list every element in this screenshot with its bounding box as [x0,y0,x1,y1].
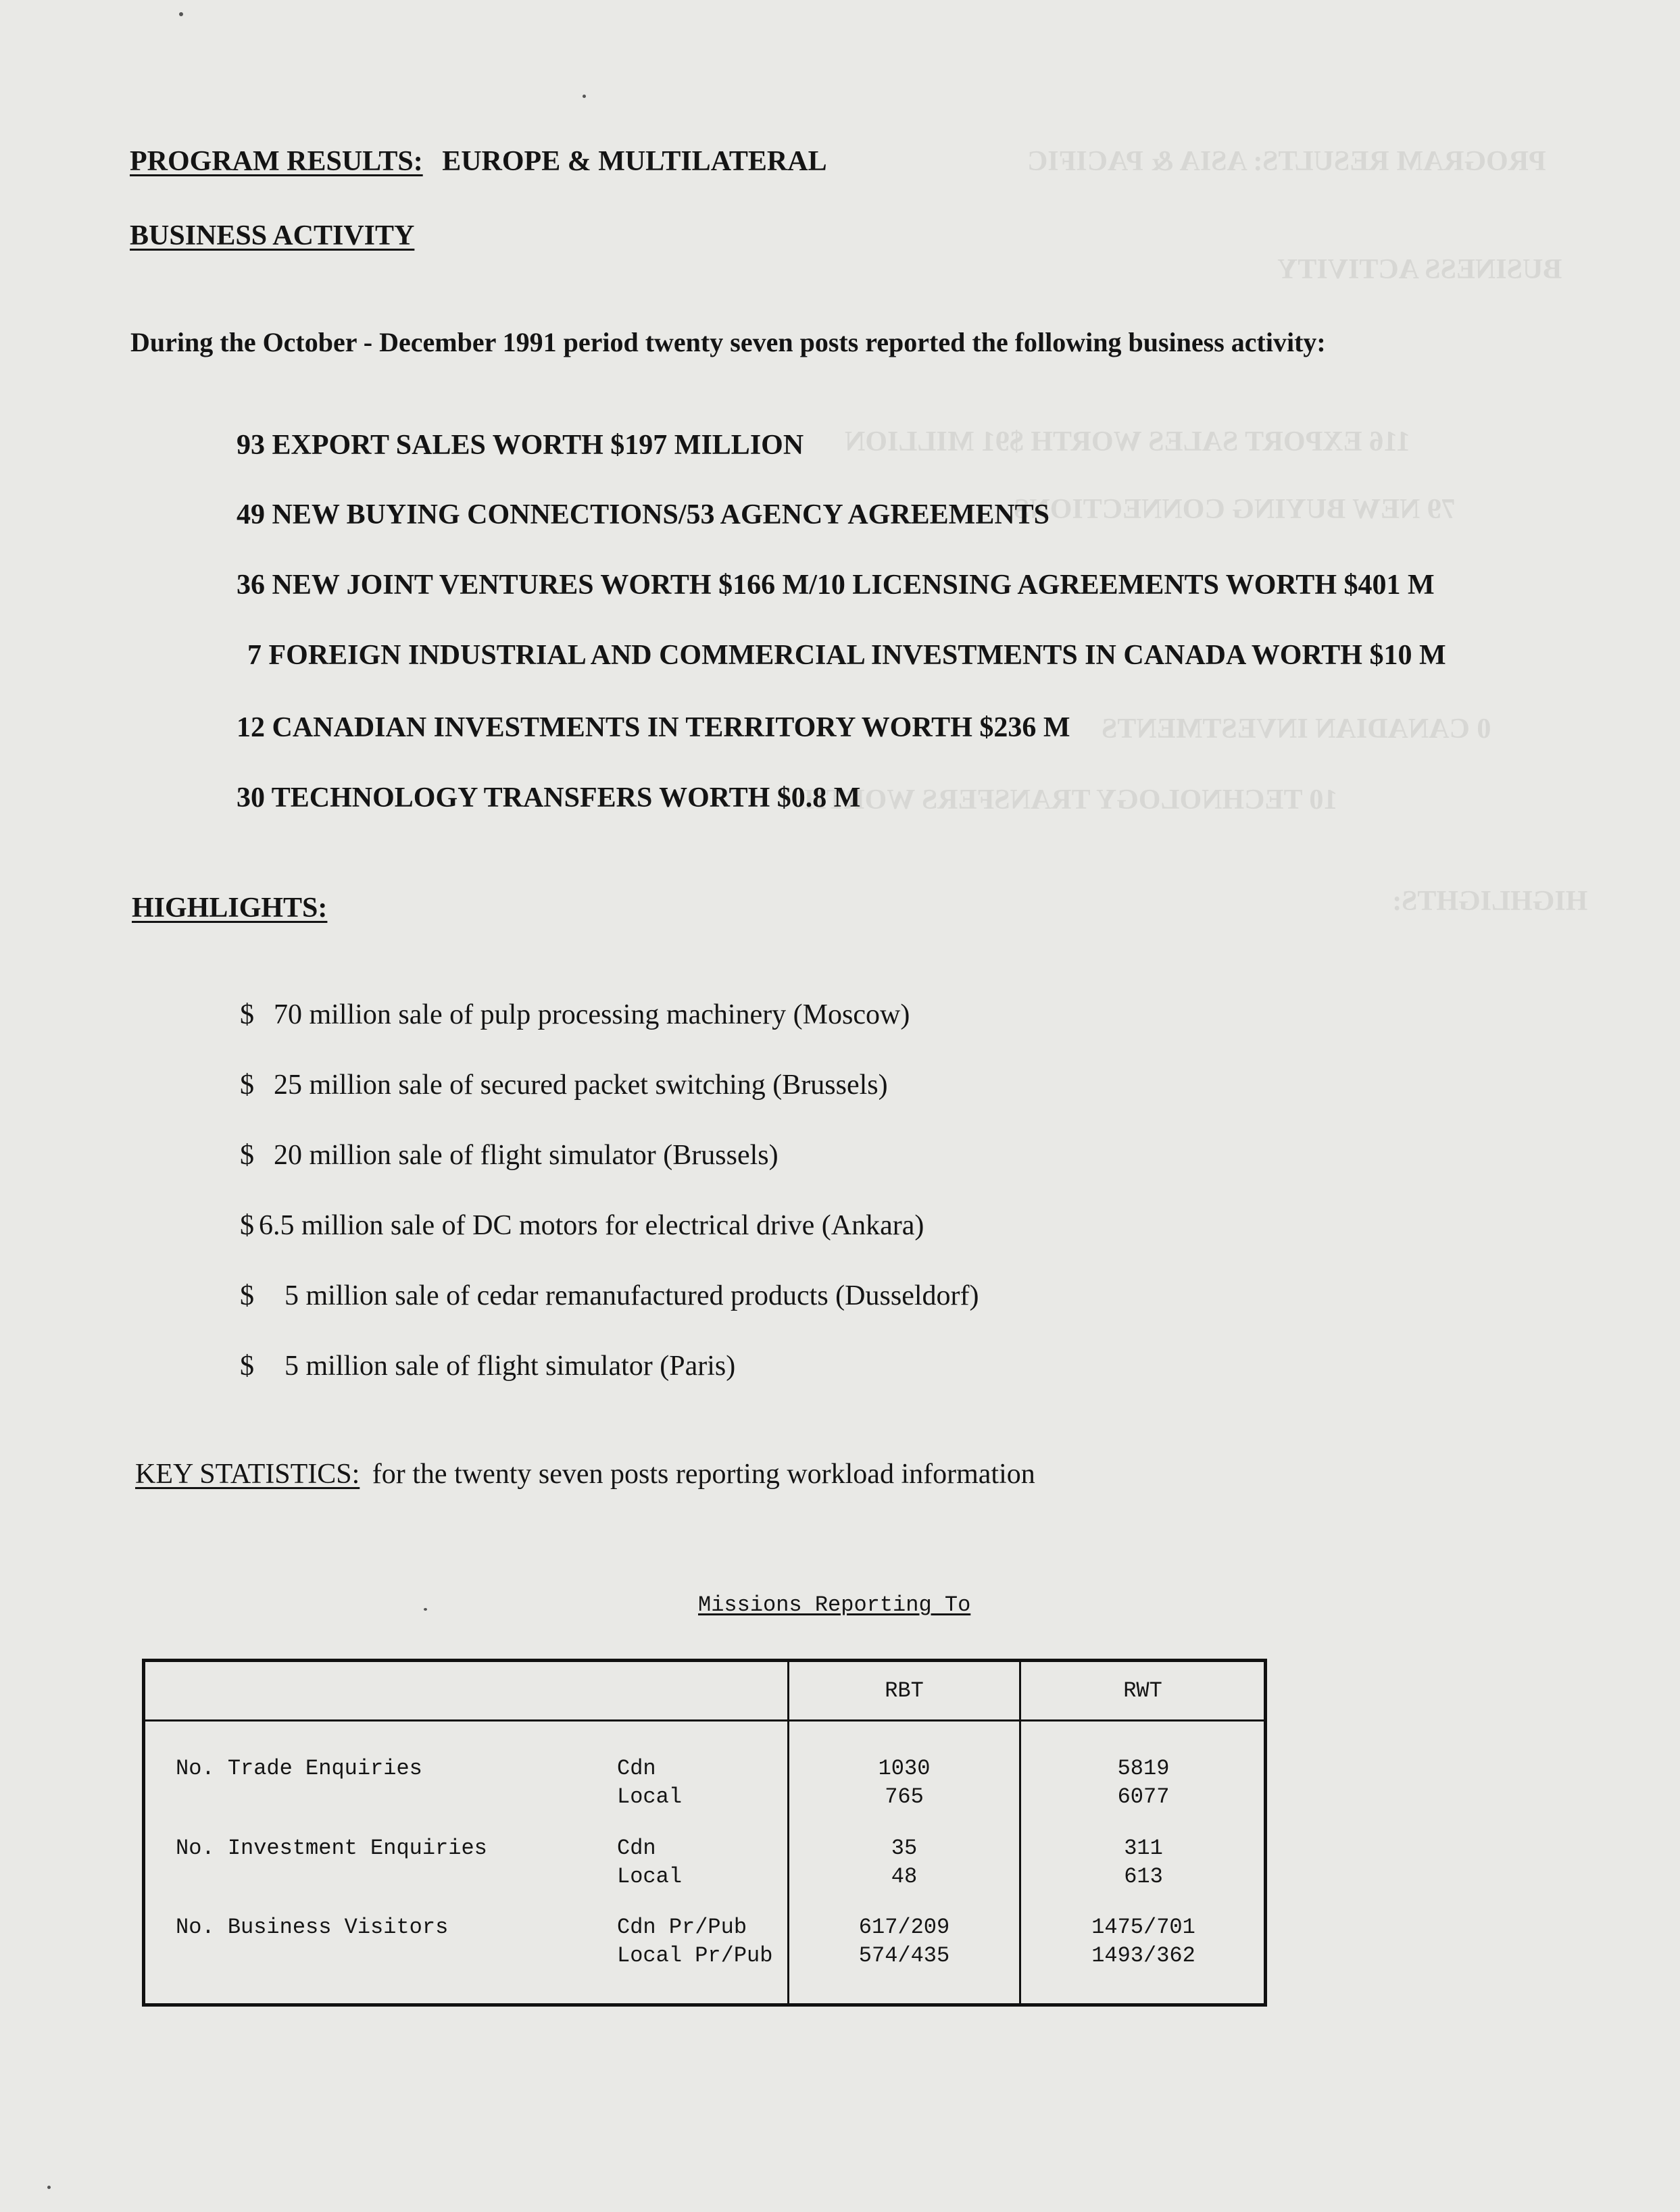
paper-speck [424,1608,427,1611]
currency-symbol: $ [240,1070,254,1101]
highlight-item [240,1069,888,1101]
highlight-text: 70 million sale of pulp processing machinery (Moscow) [274,999,910,1030]
row-label: No. Business Visitors [176,1915,449,1940]
rwt-value: 5819 [1117,1756,1170,1781]
activity-item: 7 FOREIGN INDUSTRIAL AND COMMERCIAL INVESTMENTS IN CANADA WORTH $10 M [247,640,1446,671]
row-type: Cdn Pr/Pub [617,1915,747,1940]
row-label: No. Investment Enquiries [176,1836,487,1861]
highlight-item [240,1350,735,1382]
paper-speck [583,95,586,98]
bleed-through-text: 116 EXPORT SALES WORTH $91 MILLION [845,426,1410,457]
intro-sentence: During the October - December 1991 period twenty seven posts reported the following business activity: [130,327,1326,357]
bleed-through-text: BUSINESS ACTIVITY [1277,254,1562,285]
rbt-value: 765 [885,1784,924,1809]
key-statistics-text: for the twenty seven posts reporting workload information [372,1459,1035,1490]
row-type: Cdn [617,1756,656,1781]
activity-item: 30 TECHNOLOGY TRANSFERS WORTH $0.8 M [237,782,861,813]
key-statistics-label: KEY STATISTICS: [135,1459,360,1490]
statistics-table [142,1659,1267,2007]
rbt-value: 48 [891,1864,918,1889]
program-results-label: PROGRAM RESULTS: [130,146,423,177]
currency-symbol: $ [240,1210,254,1241]
highlight-text: 25 million sale of secured packet switching (Brussels) [274,1070,888,1101]
rwt-value: 1493/362 [1091,1943,1195,1968]
paper-speck [47,2186,51,2189]
row-type: Local [617,1864,683,1889]
rbt-value: 617/209 [858,1915,950,1940]
column-header-rbt: RBT [885,1678,924,1703]
rwt-value: 311 [1124,1836,1163,1861]
highlight-text: 5 million sale of flight simulator (Paris) [285,1351,736,1382]
program-results-region: EUROPE & MULTILATERAL [442,146,827,177]
bleed-through-text: 0 CANADIAN INVESTMENTS [1102,713,1491,745]
business-activity-heading: BUSINESS ACTIVITY [130,220,415,251]
paper-speck [179,12,183,16]
highlight-text: 5 million sale of cedar remanufactured products (Dusseldorf) [285,1280,979,1311]
currency-symbol: $ [240,999,254,1030]
rbt-value: 574/435 [858,1943,950,1968]
rwt-value: 6077 [1117,1784,1170,1809]
activity-item: 36 NEW JOINT VENTURES WORTH $166 M/10 LICENSING AGREEMENTS WORTH $401 M [237,570,1435,601]
column-header-rwt: RWT [1123,1678,1162,1703]
bleed-through-text: 79 NEW BUYING CONNECTIONS [1014,494,1456,525]
rbt-value: 1030 [878,1756,931,1781]
row-type: Cdn [617,1836,656,1861]
currency-symbol: $ [240,1280,254,1311]
bleed-through-text: HIGHLIGHTS: [1392,886,1588,917]
rwt-value: 1475/701 [1091,1915,1195,1940]
activity-item: 93 EXPORT SALES WORTH $197 MILLION [237,430,804,461]
bleed-through-text: 10 TECHNOLOGY TRANSFERS WORTH [804,784,1338,815]
rbt-value: 35 [891,1836,918,1861]
table-caption: Missions Reporting To [698,1592,971,1617]
program-results-heading [130,145,827,178]
currency-symbol: $ [240,1140,254,1171]
key-statistics-line [135,1458,1035,1490]
highlight-item [240,999,910,1031]
row-type: Local [617,1784,683,1809]
rwt-value: 613 [1124,1864,1163,1889]
highlight-item [240,1209,924,1242]
activity-item: 49 NEW BUYING CONNECTIONS/53 AGENCY AGREEMENTS [237,499,1050,530]
highlight-text: 6.5 million sale of DC motors for electrical drive (Ankara) [259,1210,924,1241]
highlight-text: 20 million sale of flight simulator (Brussels) [274,1140,779,1171]
highlight-item [240,1139,779,1172]
header-divider [145,1719,1264,1721]
bleed-through-text: PROGRAM RESULTS: ASIA & PACIFIC [1027,146,1546,177]
row-label: No. Trade Enquiries [176,1756,422,1781]
activity-item: 12 CANADIAN INVESTMENTS IN TERRITORY WORTH $236 M [237,712,1070,743]
row-type: Local Pr/Pub [617,1943,773,1968]
highlights-heading: HIGHLIGHTS: [132,893,328,924]
highlight-item [240,1280,979,1312]
currency-symbol: $ [240,1351,254,1382]
